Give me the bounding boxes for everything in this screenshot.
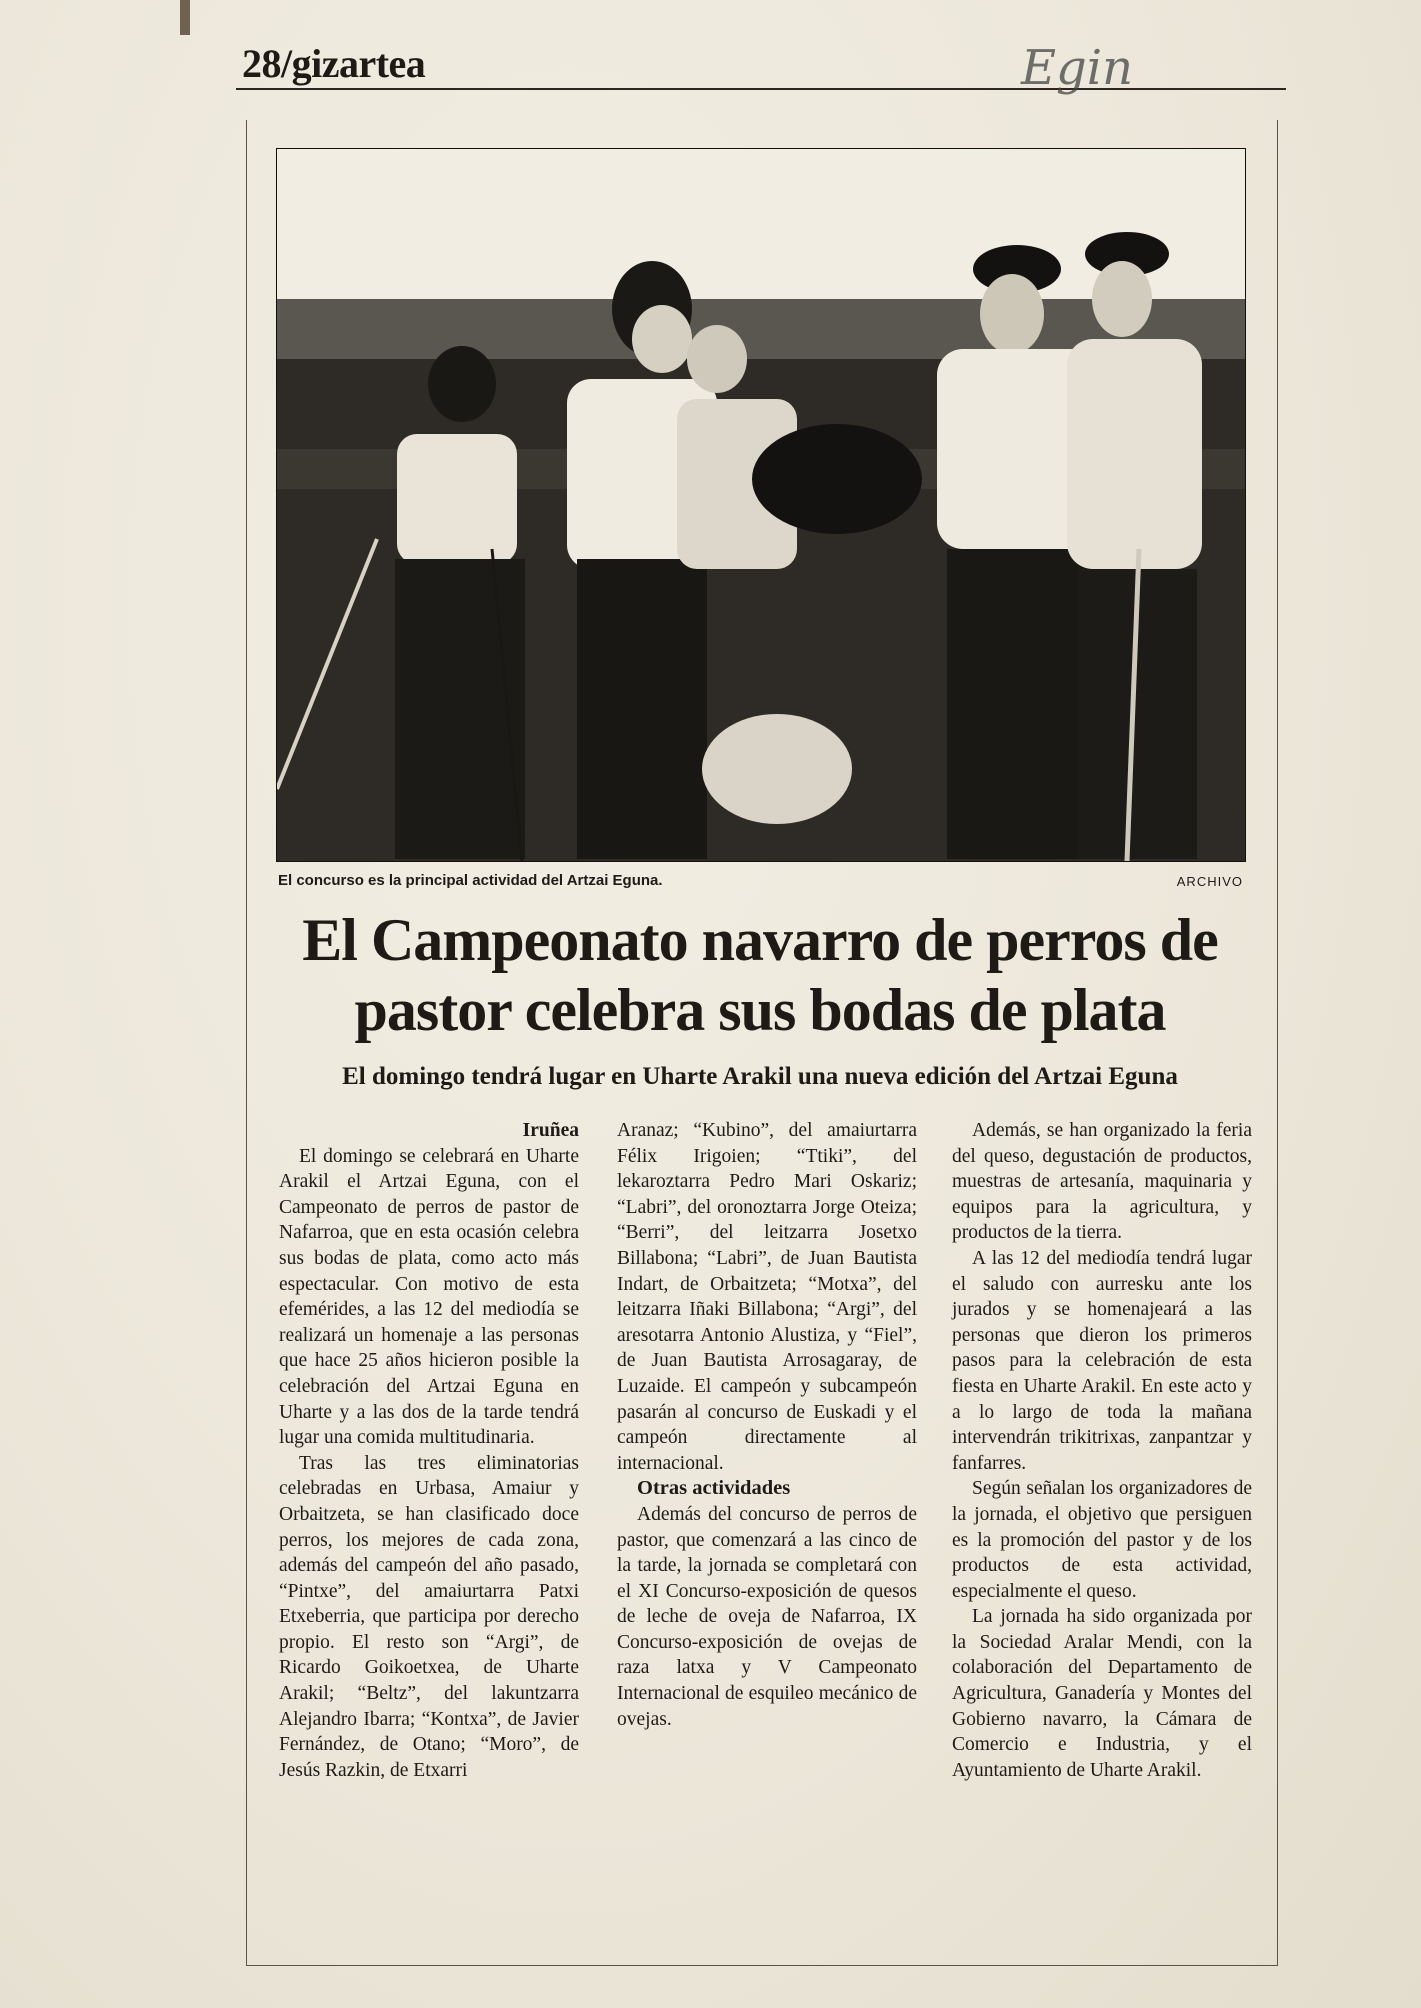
article-headline: El Campeonato navarro de perros de pastor celebra sus bodas de plata xyxy=(302,907,1218,1043)
paragraph: Además, se han organizado la feria del queso, degustación de productos, muestras de artesanía, maquinaria y equipos para la agricultura, y productos de la tierra. xyxy=(952,1120,1252,1244)
section-subheading: Otras actividades xyxy=(637,1477,791,1500)
article-column-2 xyxy=(617,1118,917,1732)
photo-caption xyxy=(278,870,1243,894)
paragraph: Aranaz; “Kubino”, del amaiurtarra Félix Irigoien; “Ttiki”, del lekaroztarra Pedro Mari Oskariz; “Labri”, del oronoztarra Jorge Oteiza; “Berri”, del leitzarra Josetxo Billabona; “Labri”, de Juan Bautista Indart, de Orbaitzeta; “Motxa”, del leitzarra Iñaki Billabona; “Argi”, del aresotarra Antonio Alustiza, y “Fiel”, de Juan Bautista Arrosagaray, de Luzaide. El campeón y subcampeón pasarán al concurso de Euskadi y el campeón directamente al internacional. xyxy=(617,1120,917,1474)
article-subheadline: El domingo tendrá lugar en Uharte Arakil una nueva edición del Artzai Eguna xyxy=(342,1063,1178,1090)
shepherds-photo-image xyxy=(277,149,1245,861)
paragraph: Según señalan los organizadores de la jornada, el objetivo que persiguen es la promoción del pastor y de los productos de esta actividad, especialmente el queso. xyxy=(952,1478,1252,1602)
article-photo xyxy=(276,148,1246,862)
caption-text: El concurso es la principal actividad del Artzai Eguna. xyxy=(278,872,663,889)
photo-credit: ARCHIVO xyxy=(1176,874,1243,889)
paragraph: La jornada ha sido organizada por la Sociedad Aralar Mendi, con la colaboración del Departamento de Agricultura, Ganadería y Montes del Gobierno navarro, la Cámara de Comercio e Industria, y el Ayuntamiento de Uharte Arakil. xyxy=(952,1606,1252,1781)
dateline: Iruñea xyxy=(522,1120,579,1141)
paper-stain xyxy=(180,0,190,35)
paragraph: A las 12 del mediodía tendrá lugar el saludo con aurresku ante los jurados y se homenajeará a las personas que dieron los primeros pasos para la celebración de esta fiesta en Uharte Arakil. En este acto y a lo largo de toda la mañana intervendrán trikitrixas, zanpantzar y fanfarres. xyxy=(952,1247,1252,1474)
paragraph: Tras las tres eliminatorias celebradas en Urbasa, Amaiur y Orbaitzeta, se han clasificado doce perros, los mejores de cada zona, además del campeón del año pasado, “Pintxe”, del amaiurtarra Patxi Etxeberria, que participa por derecho propio. El resto son “Argi”, de Ricardo Goikoetxea, de Uharte Arakil; “Beltz”, del lakuntzarra Alejandro Ibarra; “Kontxa”, de Javier Fernández, de Otano; “Moro”, de Jesús Razkin, de Etxarri xyxy=(279,1452,579,1781)
article-column-1 xyxy=(279,1118,579,1783)
paragraph: Además del concurso de perros de pastor, que comenzará a las cinco de la tarde, la jornada se completará con el XI Concurso-exposición de quesos de leche de oveja de Nafarroa, IX Concurso-exposición de ovejas de raza latxa y V Campeonato Internacional de esquileo mecánico de ovejas. xyxy=(617,1503,917,1730)
paragraph: El domingo se celebrará en Uharte Arakil el Artzai Eguna, con el Campeonato de perros de pastor de Nafarroa, que en esta ocasión celebra sus bodas de plata, como acto más espectacular. Con motivo de esta efemérides, a las 12 del mediodía se realizará un homenaje a las personas que hace 25 años hicieron posible la celebración del Artzai Eguna en Uharte y a las dos de la tarde tendrá lugar una comida multitudinaria. xyxy=(279,1145,579,1449)
page-header xyxy=(236,40,1286,96)
article-column-3 xyxy=(952,1118,1252,1783)
section-label: 28/gizartea xyxy=(242,41,426,86)
handwritten-mark: Egin xyxy=(1021,40,1134,96)
